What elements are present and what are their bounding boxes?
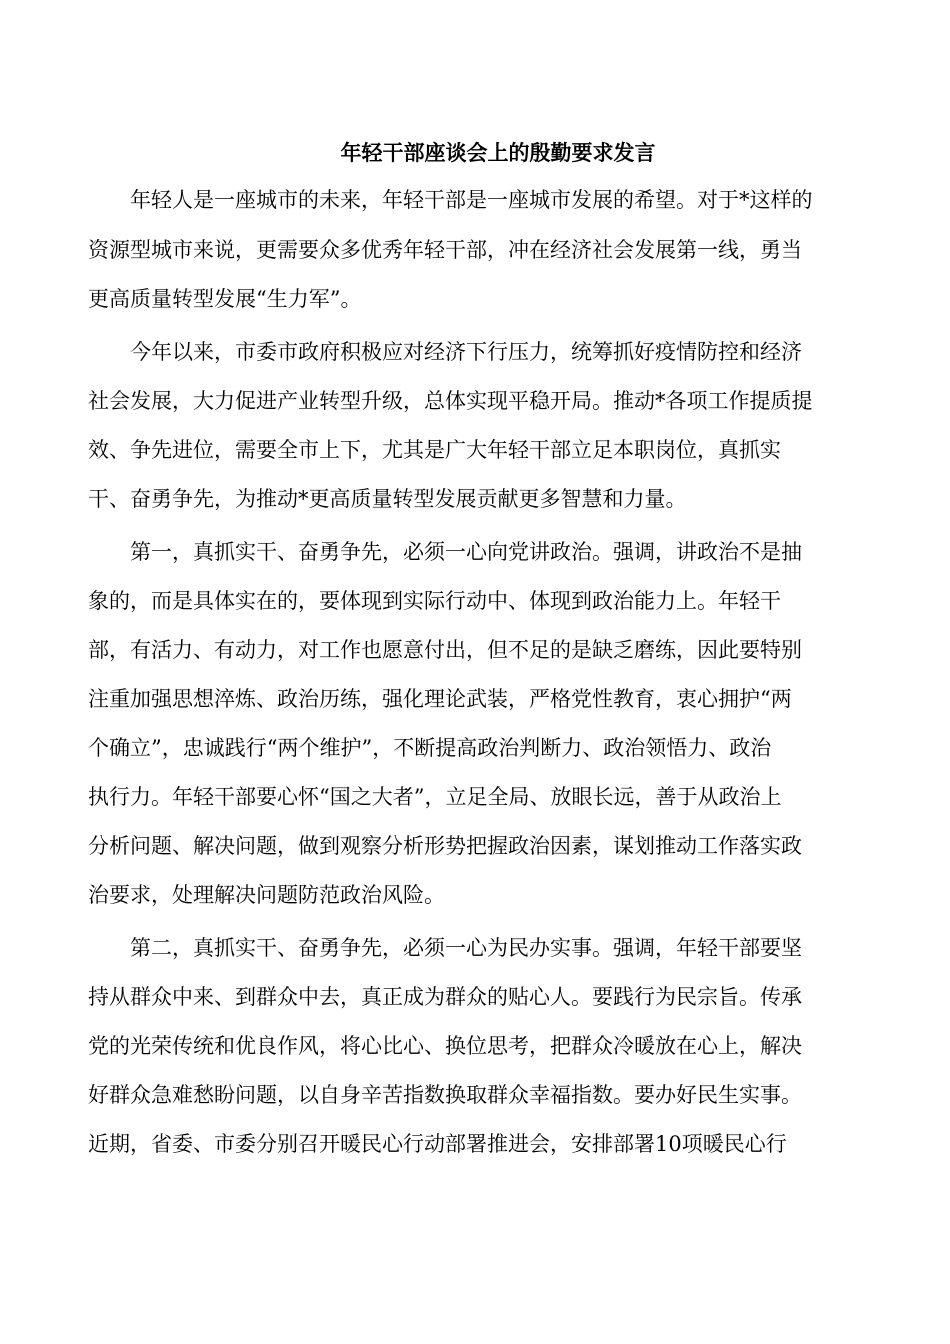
text-line: 资源型城市来说，更需要众多优秀年轻干部，冲在经济社会发展第一线，勇当: [88, 238, 802, 262]
text-line: 治要求，处理解决问题防范政治风险。: [88, 883, 445, 907]
text-line: 好群众急难愁盼问题，以自身辛苦指数换取群众幸福指数。要办好民生实事。: [88, 1083, 802, 1107]
document-title: 年轻干部座谈会上的殷勤要求发言: [340, 140, 656, 165]
text-line: 社会发展，大力促进产业转型升级，总体实现平稳开局。推动*各项工作提质提: [88, 389, 813, 413]
text-line: 干、奋勇争先，为推动*更高质量转型发展贡献更多智慧和力量。: [88, 487, 687, 511]
text-line: 持从群众中来、到群众中去，真正成为群众的贴心人。要践行为民宗旨。传承: [88, 985, 802, 1009]
text-line: 分析问题、解决问题，做到观察分析形势把握政治因素，谋划推动工作落实政: [88, 834, 802, 858]
text-line: 更高质量转型发展“生力军”。: [88, 287, 362, 311]
text-line: 年轻人是一座城市的未来，年轻干部是一座城市发展的希望。对于*这样的: [130, 188, 813, 212]
text-line: 第二，真抓实干、奋勇争先，必须一心为民办实事。强调，年轻干部要坚: [130, 936, 802, 960]
text-line: 近期，省委、市委分别召开暖民心行动部署推进会，安排部署10项暖民心行: [88, 1132, 787, 1156]
text-line: 第一，真抓实干、奋勇争先，必须一心向党讲政治。强调，讲政治不是抽: [130, 540, 802, 564]
text-line: 部，有活力、有动力，对工作也愿意付出，但不足的是缺乏磨练，因此要特别: [88, 638, 802, 662]
text-line: 效、争先进位，需要全市上下，尤其是广大年轻干部立足本职岗位，真抓实: [88, 438, 781, 462]
text-line: 执行力。年轻干部要心怀“国之大者”，立足全局、放眼长远，善于从政治上: [88, 785, 782, 809]
text-line: 注重加强思想淬炼、政治历练，强化理论武装，严格党性教育，衷心拥护“两: [88, 687, 792, 711]
text-line: 党的光荣传统和优良作风，将心比心、换位思考，把群众冷暖放在心上，解决: [88, 1034, 802, 1058]
text-line: 今年以来，市委市政府积极应对经济下行压力，统筹抓好疫情防控和经济: [130, 340, 802, 364]
text-line: 个确立”，忠诚践行“两个维护”，不断提高政治判断力、政治领悟力、政治: [88, 736, 772, 760]
text-line: 象的，而是具体实在的，要体现到实际行动中、体现到政治能力上。年轻干: [88, 589, 781, 613]
